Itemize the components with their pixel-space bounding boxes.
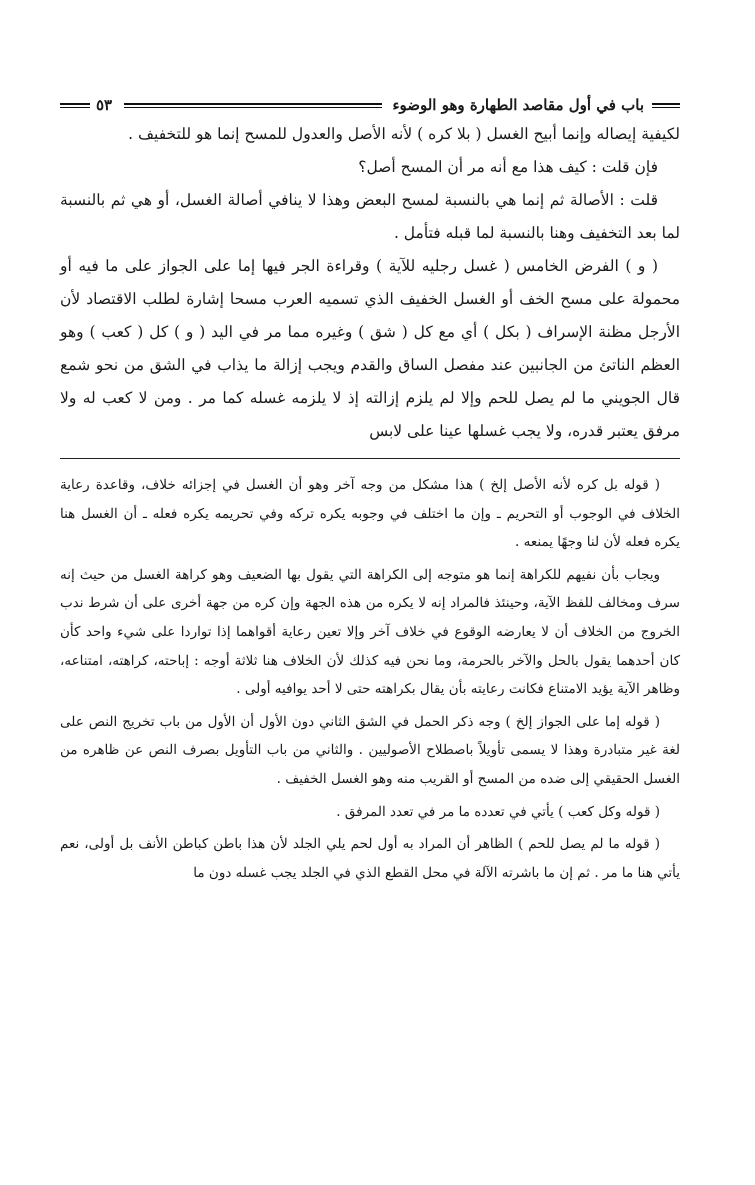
- commentary-notes: [60, 471, 680, 887]
- note-paragraph-1: ( قوله بل كره لأنه الأصل إلخ ) هذا مشكل من وجه آخر وهو أن الغسل في إجزائه خلاف، وقاعدة رعاية الخلاف في الوجوب أو التحريم ـ وإن ما اختلف في وجوبه يكره تركه وفي تحريمه يكره فعله ـ أن الغسل هنا يكره فعله لأن لنا وجهًا يمنعه .: [60, 477, 680, 551]
- note-paragraph-3: ( قوله إما على الجواز إلخ ) وجه ذكر الحمل في الشق الثاني دون الأول أن الأول من باب تخريج النص على لغة غير متبادرة وهذا لا يسمى تأويلاً باصطلاح الأصوليين . والثاني من باب التأويل بصرف النص عن ظاهره من الغسل الحقيقي إلى ضده من المسح أو القريب منه وهو الغسل الخفيف .: [60, 713, 680, 787]
- note-paragraph-2: ويجاب بأن نفيهم للكراهة إنما هو متوجه إلى الكراهة التي يقول بها الضعيف وهو كراهة الغسل من حيث إنه سرف ومخالف للفظ الآية، وحينئذ فالمراد إنه لا يكره من هذه الجهة وإن كره من جهة أخرى على أن شرط ندب الخروج من الخلاف أن لا يعارضه الوقوع في خلاف آخر وإلا تعين رعاية أقواهما إذا تواردا على شيء واحد كأن كان أحدهما يقول بالحل والآخر بالحرمة، وما نحن فيه كذلك لأن الخلاف هنا ثلاثة أوجه : إباحته، كراهته، امتناعه، وظاهر الآية يؤيد الامتناع فكانت رعايته بأن يقال بكراهته حتى لا أحد يوافيه أولى .: [60, 566, 680, 698]
- main-text: [60, 118, 680, 448]
- main-paragraph-2: فإن قلت : كيف هذا مع أنه مر أن المسح أصل؟: [358, 158, 658, 176]
- book-page: [60, 92, 680, 891]
- main-paragraph-1: لكيفية إيصاله وإنما أبيح الغسل ( بلا كره ) لأنه الأصل والعدول للمسح إنما هو للتخفيف .: [128, 125, 680, 143]
- main-paragraph-4: ( و ) الفرض الخامس ( غسل رجليه للآية ) وقراءة الجر فيها إما على الجواز على ما فيه أو محمولة على مسح الخف أو الغسل الخفيف الذي تسميه العرب مسحا إشارة لطلب الاقتصاد لأن الأرجل مظنة الإسراف ( بكل ) أي مع كل ( شق ) وغيره مما مر في اليد ( و ) كل ( كعب ) وهو العظم الناتئ من الجانبين عند مفصل الساق والقدم ويجب إزالة ما يذاب في الشق من نحو شمع قال الجويني ما لم يصل للحم وإلا لم يلزم إزالته إذ لا يلزمه غسله كما مر . ومن لا كعب له ولا مرفق يعتبر قدره، ولا يجب غسلها عينا على لابس: [60, 257, 680, 440]
- note-paragraph-5: ( قوله ما لم يصل للحم ) الظاهر أن المراد به أول لحم يلي الجلد لأن هذا باطن كباطن الأنف بل أولى، نعم يأتي هنا ما مر . ثم إن ما باشرته الآلة في محل القطع الذي في الجلد يجب غسله دون ما: [60, 836, 680, 881]
- header-rule-left: [60, 103, 90, 108]
- footnote-divider: [60, 458, 680, 459]
- main-paragraph-3: قلت : الأصالة ثم إنما هي بالنسبة لمسح البعض وهذا لا ينافي أصالة الغسل، أو هي ثم بالنسبة لما بعد التخفيف وهنا بالنسبة لما قبله فتأمل .: [60, 191, 680, 242]
- header-rule-right: [652, 103, 680, 108]
- page-number: ٥٣: [96, 96, 113, 114]
- header-rule-middle: [124, 103, 382, 108]
- chapter-title: باب في أول مقاصد الطهارة وهو الوضوء: [392, 96, 644, 114]
- running-header: [60, 92, 680, 118]
- note-paragraph-4: ( قوله وكل كعب ) يأتي في تعدده ما مر في تعدد المرفق .: [336, 803, 660, 820]
